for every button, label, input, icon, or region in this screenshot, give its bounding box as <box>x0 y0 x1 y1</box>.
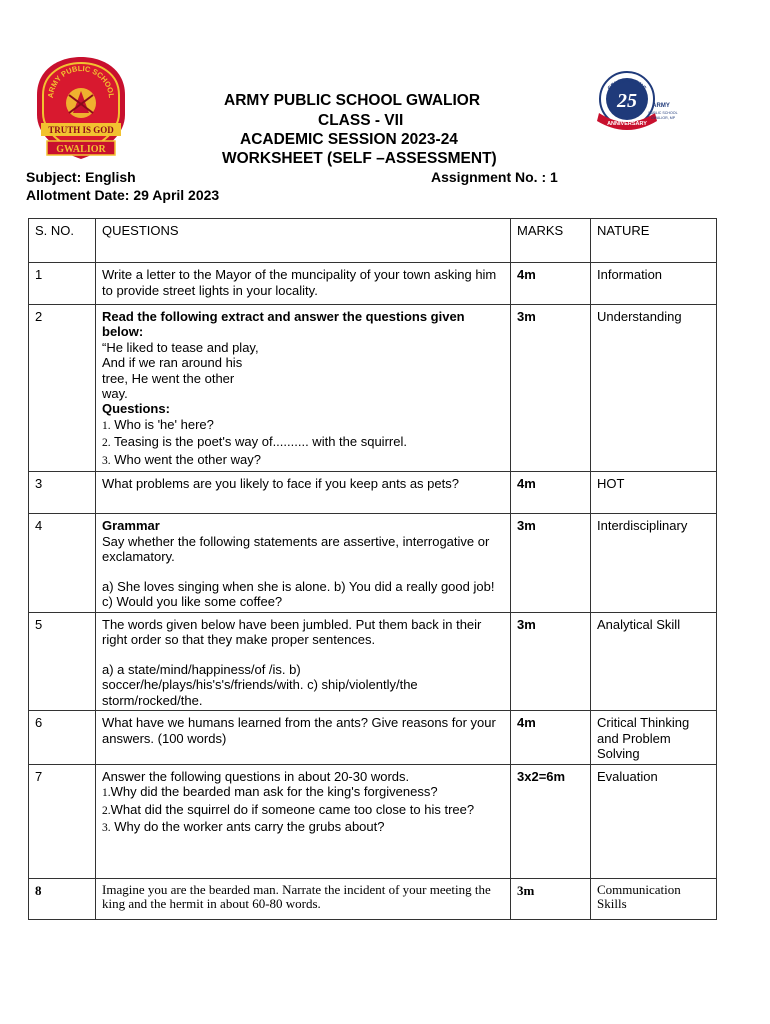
row-question: What problems are you likely to face if you keep ants as pets? <box>96 472 511 514</box>
row-marks: 3m <box>511 878 591 919</box>
row-question <box>96 305 511 472</box>
extract-line: tree, He went the other <box>102 370 235 386</box>
svg-text:ARMY PUBLIC SCHOOL: ARMY PUBLIC SCHOOL <box>45 63 117 99</box>
row-question: What have we humans learned from the ants? Give reasons for your answers. (100 words) <box>96 711 511 765</box>
anniversary-logo <box>597 65 679 147</box>
sub-question: 3. Why do the worker ants carry the grubs about? <box>102 819 385 835</box>
worksheet-title: WORKSHEET (SELF –ASSESSMENT) <box>222 150 497 167</box>
questions-heading: Questions: <box>102 401 170 417</box>
svg-text:PUBLIC SCHOOL: PUBLIC SCHOOL <box>648 111 678 115</box>
table-row <box>29 514 717 613</box>
row-nature: Critical Thinking and Problem Solving <box>591 711 717 765</box>
sub-question: 2.What did the squirrel do if someone came too close to his tree? <box>102 801 475 817</box>
row-nature: HOT <box>591 472 717 514</box>
extract-instruction: Read the following extract and answer the questions given below: <box>102 309 465 340</box>
sub-question: 1. Who is 'he' here? <box>102 416 214 432</box>
row-marks: 4m <box>511 711 591 765</box>
svg-text:CELEBRATING: CELEBRATING <box>606 78 648 92</box>
sub-question: 3. Who went the other way? <box>102 451 261 467</box>
session-title: ACADEMIC SESSION 2023-24 <box>240 131 458 148</box>
header-sno: S. NO. <box>29 219 96 263</box>
sub-question: 1.Why did the bearded man ask for the king's forgiveness? <box>102 784 438 800</box>
row-sno: 7 <box>29 764 96 878</box>
row-sno: 6 <box>29 711 96 765</box>
row-sno: 8 <box>29 878 96 919</box>
row-question <box>96 514 511 613</box>
table-row <box>29 612 717 711</box>
table-header-row <box>29 219 717 263</box>
row-question: Write a letter to the Mayor of the muncipality of your town asking him to provide street lights in your locality. <box>96 263 511 305</box>
class-title: CLASS - VII <box>318 112 404 129</box>
row-nature: Understanding <box>591 305 717 472</box>
header-marks: MARKS <box>511 219 591 263</box>
row-sno: 3 <box>29 472 96 514</box>
assignment-number: Assignment No. : 1 <box>431 169 558 185</box>
table-row <box>29 263 717 305</box>
subject-label: Subject: English <box>26 169 136 185</box>
short-answer-instruction: Answer the following questions in about 20-30 words. <box>102 768 410 784</box>
row-nature: Evaluation <box>591 764 717 878</box>
grammar-items: a) She loves singing when she is alone. b) You did a really good job! c) Would you like some coffee? <box>102 578 495 610</box>
row-sno: 2 <box>29 305 96 472</box>
row-question: Imagine you are the bearded man. Narrate the incident of your meeting the king and the hermit in about 60-80 words. <box>96 878 511 919</box>
school-name: ARMY PUBLIC SCHOOL GWALIOR <box>224 92 481 109</box>
row-nature: Interdisciplinary <box>591 514 717 613</box>
row-question <box>96 764 511 878</box>
svg-text:ARMY: ARMY <box>652 103 670 109</box>
header-questions: QUESTIONS <box>96 219 511 263</box>
table-row <box>29 472 717 514</box>
school-crest-logo <box>33 55 129 162</box>
table-row <box>29 711 717 765</box>
extract-line: And if we ran around his <box>102 355 243 371</box>
extract-line: way. <box>102 386 128 402</box>
row-marks: 3x2=6m <box>511 764 591 878</box>
row-sno: 5 <box>29 612 96 711</box>
row-marks: 3m <box>511 305 591 472</box>
row-nature: Information <box>591 263 717 305</box>
row-nature: Analytical Skill <box>591 612 717 711</box>
table-row <box>29 305 717 472</box>
row-nature: Communication Skills <box>591 878 717 919</box>
row-question <box>96 612 511 711</box>
row-marks: 4m <box>511 263 591 305</box>
sub-question: 2. Teasing is the poet's way of.......... with the squirrel. <box>102 434 407 450</box>
row-marks: 4m <box>511 472 591 514</box>
header-nature: NATURE <box>591 219 717 263</box>
anniversary-number: 25 <box>617 90 637 112</box>
row-sno: 1 <box>29 263 96 305</box>
grammar-instruction: Say whether the following statements are assertive, interrogative or exclamatory. <box>102 533 490 565</box>
jumble-instruction: The words given below have been jumbled. Put them back in their right order so that they make proper sentences. <box>102 616 482 648</box>
grammar-heading: Grammar <box>102 518 160 534</box>
svg-text:ANNIVERSARY: ANNIVERSARY <box>607 121 647 127</box>
crest-motto: TRUTH IS GOD <box>48 125 114 135</box>
table-row <box>29 878 717 919</box>
svg-text:GWALIOR, MP: GWALIOR, MP <box>650 116 676 120</box>
table-row <box>29 764 717 878</box>
row-sno: 4 <box>29 514 96 613</box>
row-marks: 3m <box>511 514 591 613</box>
extract-line: “He liked to tease and play, <box>102 339 259 355</box>
allotment-date: Allotment Date: 29 April 2023 <box>26 187 220 203</box>
worksheet-table <box>28 218 717 920</box>
jumble-items: a) a state/mind/happiness/of /is. b) soccer/he/plays/his's's/friends/with. c) ship/violently/the storm/rocked/the. <box>102 661 418 708</box>
row-marks: 3m <box>511 612 591 711</box>
crest-city: GWALIOR <box>56 144 106 155</box>
